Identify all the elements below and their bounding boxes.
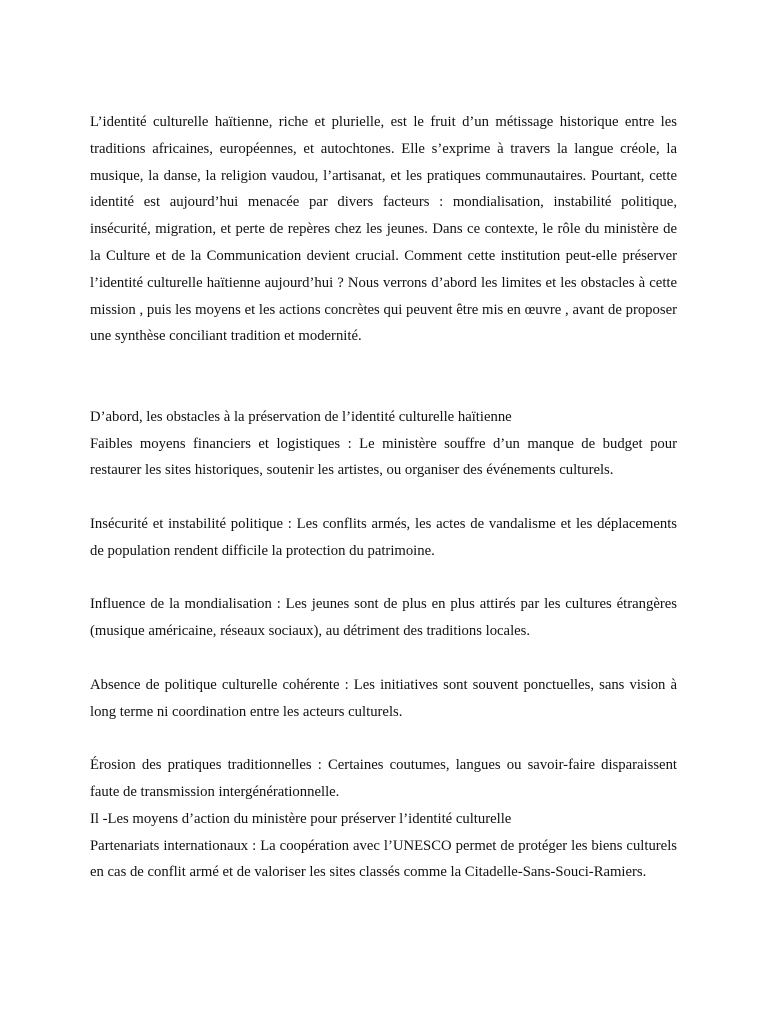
- obstacle-paragraph: Insécurité et instabilité politique : Les conflits armés, les actes de vandalisme et les déplacements de population rendent difficile la protection du patrimoine.: [90, 515, 677, 559]
- obstacle-paragraph: Érosion des pratiques traditionnelles : Certaines coutumes, langues ou savoir-faire disparaissent faute de transmission intergénérationnelle.: [90, 757, 677, 800]
- spacer: [90, 725, 677, 752]
- obstacle-paragraph: Absence de politique culturelle cohérente : Les initiatives sont souvent ponctuelles, sans vision à long terme ni coordination entre les acteurs culturels.: [90, 676, 677, 720]
- spacer: [90, 350, 677, 404]
- obstacle-paragraph: Faibles moyens financiers et logistiques : Le ministère souffre d’un manque de budget pour restaurer les sites historiques, soutenir les artistes, ou organiser des événements culturels.: [90, 435, 677, 479]
- document-page: [90, 109, 677, 886]
- section-heading-actions: Il -Les moyens d’action du ministère pour préserver l’identité culturelle: [90, 810, 512, 827]
- action-paragraph: Partenariats internationaux : La coopération avec l’UNESCO permet de protéger les biens culturels en cas de conflit armé et de valoriser les sites classés comme la Citadelle-Sans-Souci-Ramiers.: [90, 837, 677, 881]
- spacer: [90, 484, 677, 511]
- spacer: [90, 565, 677, 592]
- intro-paragraph: L’identité culturelle haïtienne, riche et plurielle, est le fruit d’un métissage historique entre les traditions africaines, européennes, et autochtones. Elle s’exprime à travers la langue créole, la musique, la danse, la religion vaudou, l’artisanat, et les pratiques communautaires. Pourtant, cette identité est aujourd’hui menacée par divers facteurs : mondialisation, instabilité politique, insécurité, migration, et perte de repères chez les jeunes. Dans ce contexte, le rôle du ministère de la Culture et de la Communication devient crucial. Comment cette institution peut-elle préserver l’identité culturelle haïtienne aujourd’hui ? Nous verrons d’abord les limites et les obstacles à cette mission , puis les moyens et les actions concrètes qui peuvent être mis en œuvre , avant de proposer une synthèse conciliant tradition et modernité.: [90, 114, 677, 345]
- spacer: [90, 645, 677, 672]
- section-heading-obstacles: D’abord, les obstacles à la préservation de l’identité culturelle haïtienne: [90, 408, 512, 425]
- obstacle-paragraph: Influence de la mondialisation : Les jeunes sont de plus en plus attirés par les cultures étrangères (musique américaine, réseaux sociaux), au détriment des traditions locales.: [90, 596, 677, 640]
